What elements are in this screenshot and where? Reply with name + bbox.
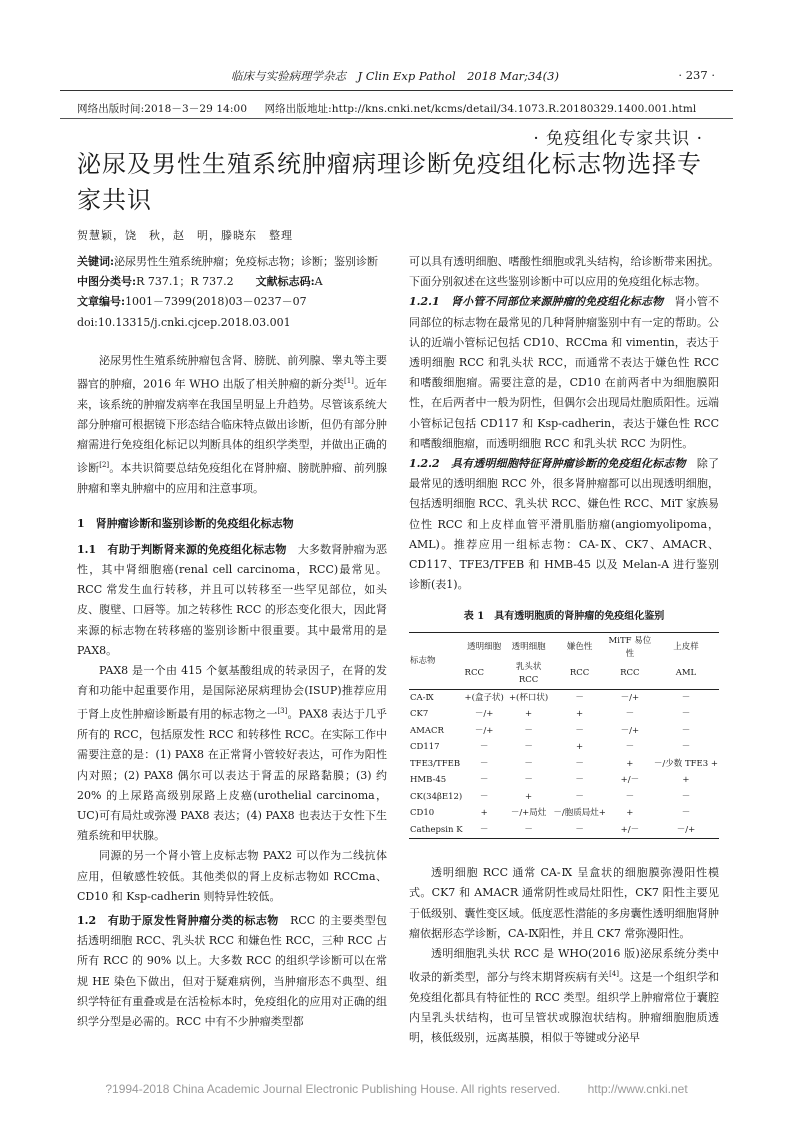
classification: 中图分类号:R 737.1；R 737.2 文献标志码:A [77, 275, 323, 289]
table-subheader: RCC [607, 661, 653, 690]
section-1-2-1-paragraph: 1.2.1 肾小管不同部位来源肿瘤的免疫组化标志物 肾小管不同部位的标志物在最常见的几种肾肿瘤鉴别中有一定的帮助。公认的近端小管标记包括 CD10、RCCma 和 vimentin，表达于透明细胞 RCC 和乳头状 RCC，而通常不表达于嫌色性 RCC 和嗜酸细胞瘤。需要注意的是，CD10 在前两者中为细胞膜阳性，在后两者中一般为阴性，但偶尔会出现局灶胞质阳性。远端小管标记包括 CD117 和 Ksp-cadherin，表达于嫌色性 RCC 和嗜酸细胞瘤，而透明细胞 RCC 和乳头状 RCC 为阴性。 [409, 295, 720, 450]
table-subheader: 乳头状 RCC [505, 661, 553, 690]
continuation-paragraph: 可以具有透明细胞、嗜酸性细胞或乳头结构，给诊断带来困扰。下面分别叙述在这些鉴别诊断中可以应用的免疫组化标志物。 [409, 255, 719, 289]
column-label: · 免疫组化专家共识 · [533, 129, 703, 149]
section-1-2-paragraph: 1.2 有助于原发性肾肿瘤分类的标志物 RCC 的主要类型包括透明细胞 RCC、乳头状 RCC 和嫌色性 RCC，三种 RCC 占所有 RCC 的 90% 以上。大多数 RCC 的组织学诊断可以在常规 HE 染色下做出，但对于疑难病例，当肿瘤形态不典型、组织学特征有重叠或是在活检标本时，免疫组化的应用对正确的组织学分型是必需的。RCC 中有不少肿瘤类型都 [77, 914, 387, 1029]
table-row: CK(34βE12) － + － － － [410, 791, 691, 802]
table-header-ccprcc: 透明细胞 [505, 632, 553, 661]
section-1-heading: 1 肾肿瘤诊断和鉴别诊断的免疫组化标志物 [77, 516, 294, 530]
ccprcc-paragraph: 透明细胞乳头状 RCC 是 WHO(2016 版)泌尿系统分类中收录的新类型，部分与终末期肾疾病有关[4]。这是一个组织学和免疫组化都具有特征性的 RCC 类型。组织学上肿瘤常位于囊腔内呈乳头状结构，也可呈管状或腺泡状结构。肿瘤细胞胞质透明，核低级别，远离基膜，相似于等键或分泌早 [409, 946, 720, 1045]
table-subheader: RCC [464, 661, 505, 690]
table-subheader: RCC [552, 661, 607, 690]
copyright-text: ?1994-2018 China Academic Journal Electronic Publishing House. All rights reserved. [105, 1082, 561, 1096]
table-header-eaml: 上皮样 [653, 632, 719, 661]
right-column [409, 252, 719, 1049]
table-subheader: AML [653, 661, 719, 690]
table-row: AMACR －/+ － － －/+ － [410, 725, 691, 736]
table-header-ccrcc: 透明细胞 [464, 632, 505, 661]
header-rule [60, 90, 733, 91]
section-1-1-paragraph: 1.1 有助于判断肾来源的免疫组化标志物 大多数肾肿瘤为恶性，其中肾细胞癌(renal cell carcinoma，RCC)最常见。RCC 常发生血行转移，并且可以转移至一些罕见部位，如头皮、腹壁、口唇等。加之转移性 RCC 的形态变化很大，因此肾来源的标志物在转移癌的鉴别诊断中很重要。其中最常用的是 PAX8。 [77, 542, 387, 657]
table-row: HMB-45 － － － +/－ + [410, 775, 690, 786]
section-1-2-2-paragraph: 1.2.2 具有透明细胞特征肾肿瘤诊断的免疫组化标志物 除了最常见的透明细胞 RCC 外，很多肾肿瘤都可以出现透明细胞，包括透明细胞 RCC、乳头状 RCC、嫌色性 RCC、MiT 家族易位性 RCC 和上皮样血管平滑肌脂肪瘤(angiomyolipoma，AML)。推荐应用一组标志物：CA-Ⅸ、CK7、AMACR、CD117、TFE3/TFEB 和 HMB-45 以及 Melan-A 进行鉴别诊断(表1)。 [409, 457, 720, 592]
online-address[interactable]: 网络出版地址:http://kns.cnki.net/kcms/detail/34.1073.R.20180329.1400.001.html [264, 103, 697, 115]
table-header-chrcc: 嫌色性 [552, 632, 607, 661]
cnki-link[interactable]: http://www.cnki.net [587, 1082, 688, 1096]
table-header-marker: 标志物 [409, 632, 464, 689]
table-1-caption: 表 1 具有透明胞质的肾肿瘤的免疫组化鉴别 [463, 611, 665, 623]
table-row: Cathepsin K － － － +/－ －/+ [409, 822, 719, 839]
ccrcc-paragraph: 透明细胞 RCC 通常 CA-Ⅸ 呈盒状的细胞膜弥漫阳性模式。CK7 和 AMACR 通常阴性或局灶阳性，CK7 阳性主要见于低级别、囊性变区域。低度恶性潜能的多房囊性透明细胞肾肿瘤依据形态学诊断，CA-Ⅸ阳性，并且 CK7 常弥漫阳性。 [409, 866, 719, 940]
pax2-paragraph: 同源的另一个肾小管上皮标志物 PAX2 可以作为二线抗体应用，但敏感性较低。其他类似的肾上皮标志物如 RCCma、CD10 和 Ksp-cadherin 则特异性较低。 [77, 849, 387, 903]
table-row: TFE3/TFEB － － － + －/少数 TFE3 + [410, 758, 718, 769]
table-row: CA-Ⅸ +(盒子状) +(杯口状) － －/+ － [410, 692, 691, 703]
intro-paragraph: 泌尿男性生殖系统肿瘤包含肾、膀胱、前列腺、睾丸等主要器官的肿瘤，2016 年 WHO 出版了相关肿瘤的新分类[1]。近年来，该系统的肿瘤发病率在我国呈明显上升趋势。尽管该系统大部分肿瘤可根据镜下形态结合临床特点做出诊断，但仍有部分肿瘤需进行免疫组化标记以判断具体的组织学类型，并做出正确的诊断[2]。本共识简要总结免疫组化在肾肿瘤、膀胱肿瘤、前列腺肿瘤和睾丸肿瘤中的应用和注意事项。 [77, 353, 388, 496]
table-header-mitf: MiTF 易位性 [607, 632, 653, 661]
page-number: · 237 · [678, 68, 715, 82]
doi: doi:10.13315/j.cnki.cjcep.2018.03.001 [77, 315, 291, 329]
keywords: 关键词:泌尿男性生殖系统肿瘤；免疫标志物；诊断；鉴别诊断 [77, 255, 379, 268]
left-column [77, 252, 387, 1032]
online-rule [60, 118, 733, 119]
authors: 贺慧颖，饶 秋，赵 明，滕晓东 整理 [77, 229, 293, 242]
table-row: CK7 －/+ + + － － [410, 709, 691, 720]
article-title: 泌尿及男性生殖系统肿瘤病理诊断免疫组化标志物选择专家共识 [77, 150, 702, 214]
online-publication-line [77, 101, 710, 116]
table-row: CD117 － － + － － [410, 742, 691, 753]
journal-citation: 临床与实验病理学杂志 J Clin Exp Pathol 2018 Mar;34(3) [231, 69, 559, 83]
pax8-paragraph: PAX8 是一个由 415 个氨基酸组成的转录因子，在肾的发育和功能中起重要作用，是国际泌尿病理协会(ISUP)推荐应用于肾上皮性肿瘤诊断最有用的标志物之一[3]。PAX8 表达于几乎所有的 RCC，包括原发性 RCC 和转移性 RCC。在实际工作中需要注意的是：(1) PAX8 在正常肾小管较好表达，可作为阳性内对照；(2) PAX8 偶尔可以表达于肾盂的尿路黏膜；(3) 约 20% 的上尿路高级别尿路上皮癌(urothelial carcinoma，UC)可有局灶或弥漫 PAX8 表达；(4) PAX8 也表达于女性下生殖系统和甲状腺。 [77, 663, 387, 843]
table-1 [409, 632, 719, 840]
table-row: CD10 + －/+局灶 －/胞质局灶+ + － [410, 808, 691, 819]
article-number: 文章编号:1001－7399(2018)03－0237－07 [77, 295, 307, 309]
copyright-footer [0, 1082, 793, 1096]
online-time: 网络出版时间:2018－3－29 14:00 [77, 103, 248, 115]
